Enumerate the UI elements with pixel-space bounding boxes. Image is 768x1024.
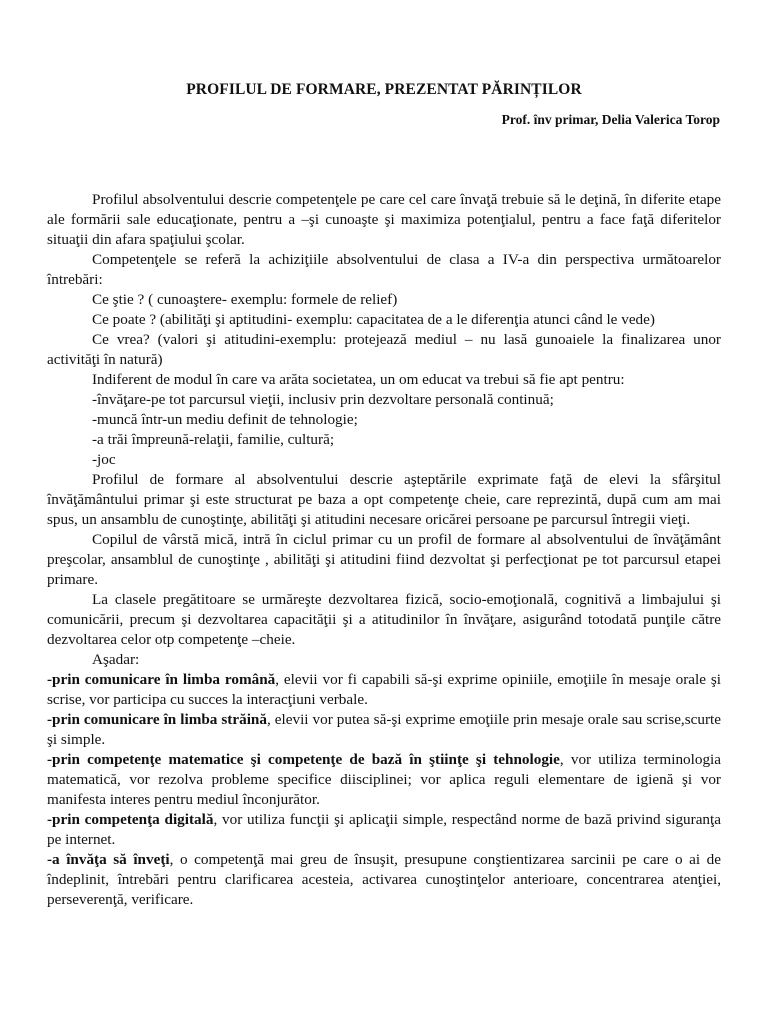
list-item: -muncă într-un mediu definit de tehnologie; [92,411,358,428]
list-item: -joc [92,451,116,468]
competence-text: , elevii vor putea să-şi exprime emoţiile prin mesaje orale sau scrise,scurte şi simple. [47,711,721,748]
paragraph: Copilul de vârstă mică, intră în ciclul primar cu un profil de formare al absolventului de învăţământ preşcolar, ansamblul de cunoştinţe , abilităţi şi atitudini fiind dezvoltat şi perfecţionat pe tot parcursul etapei primare. [47,531,721,588]
competence-item [47,810,721,850]
competence-text: , vor utiliza funcţii şi aplicaţii simple, respectând norme de bază privind siguranţa pe internet. [47,811,721,848]
paragraph: Profilul absolventului descrie competenţele pe care cel care învaţă trebuie să le deţină, în diferite etape ale formării sale educaţionate, pentru a –şi cunoaşte şi maximiza potenţialul, pentru a face faţă diferitelor situaţii din afara spaţiului şcolar. [47,191,721,248]
competence-item [47,710,721,750]
competence-text: , elevii vor fi capabili să-şi exprime opiniile, emoţiile în mesaje orale şi scrise, vor participa cu succes la interacţiuni verbale. [47,671,721,708]
document-title: PROFILUL DE FORMARE, PREZENTAT PĂRINȚILOR [186,81,582,98]
competence-title: -prin comunicare în limba străină [47,711,267,728]
question-item: Ce ştie ? ( cunoaştere- exemplu: formele de relief) [92,291,398,308]
paragraph: Competenţele se referă la achiziţiile absolventului de clasa a IV-a din perspectiva următoarelor întrebări: [47,251,721,288]
document-body [47,190,721,910]
competence-text: , vor utiliza terminologia matematică, vor rezolva probleme specifice diisciplinei; vor aplica reguli elementare de igienă şi vor manifesta interes pentru mediul înconjurător. [47,751,722,808]
competence-item [47,850,721,910]
question-item: Ce poate ? (abilităţi şi aptitudini- exemplu: capacitatea de a le diferenţia atunci când le vede) [92,311,655,328]
competence-title: -prin competenţe matematice şi competenţe de bază în ştiinţe şi tehnologie [47,751,560,768]
paragraph: La clasele pregătitoare se urmăreşte dezvoltarea fizică, socio-emoţională, cognitivă a limbajului şi comunicării, precum şi dezvoltarea capacităţii şi a atitudinilor în învăţare, asigurând totodată punţile către dezvoltarea celor otp competenţe –cheie. [47,591,721,648]
document-author: Prof. înv primar, Delia Valerica Torop [501,112,720,127]
competence-item [47,670,721,710]
list-item: -învăţare-pe tot parcursul vieţii, inclusiv prin dezvoltare personală continuă; [92,391,554,408]
competence-item [47,750,721,810]
paragraph: Profilul de formare al absolventului descrie aşteptările exprimate faţă de elevi la sfârşitul învăţământului primar şi este structurat pe baza a opt competenţe cheie, care reprezintă, după cum am mai spus, un ansamblu de cunoştinţe, abilităţi şi atitudini necesare oricărei persoane pe parcursul întregii vieţi. [47,471,721,528]
question-item: Ce vrea? (valori şi atitudini-exemplu: protejează mediul – nu lasă gunoaiele la finalizarea unor activităţi în natură) [47,331,721,368]
competence-title: -prin competenţa digitală [47,811,214,828]
competence-title: -a învăţa să înveţi [47,851,170,868]
competence-title: -prin comunicare în limba română [47,671,276,688]
paragraph: Indiferent de modul în care va arăta societatea, un om educat va trebui să fie apt pentru: [92,371,625,388]
list-item: -a trăi împreună-relaţii, familie, cultură; [92,431,335,448]
paragraph: Aşadar: [92,651,140,668]
competence-text: , o competenţă mai greu de însuşit, presupune conştientizarea sarcinii pe care o ai de îndeplinit, întrebări pentru clarificarea acesteia, activarea cunoştinţelor anterioare, concentrarea atenţiei, perseverenţă, verificare. [47,851,721,908]
